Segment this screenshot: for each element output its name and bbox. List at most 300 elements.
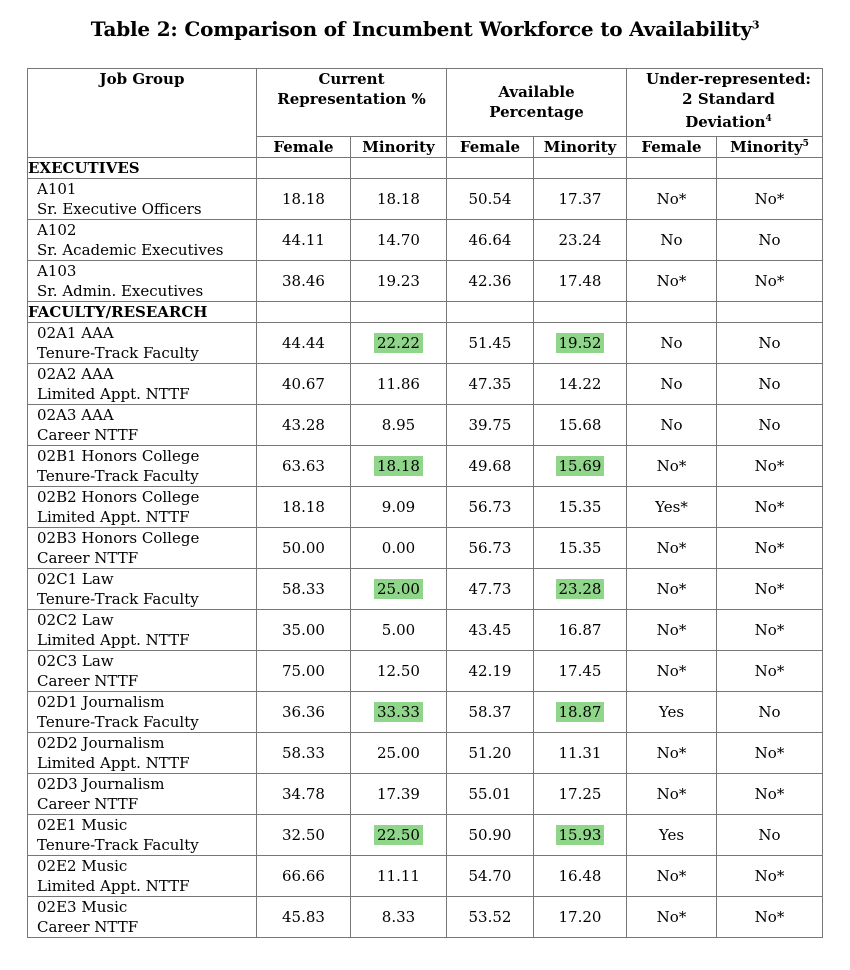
table-row bbox=[28, 569, 823, 610]
cell-value: 15.69 bbox=[556, 456, 605, 476]
cell-cur-m bbox=[351, 261, 447, 302]
job-group-code: 02A3 AAA bbox=[37, 406, 114, 424]
cell-value: 51.20 bbox=[468, 744, 512, 762]
cell-cur-m bbox=[351, 569, 447, 610]
cell-value: 49.68 bbox=[468, 457, 512, 475]
cell-value: 17.45 bbox=[558, 662, 602, 680]
cell-value: 22.22 bbox=[374, 333, 423, 353]
cell-ur-m bbox=[717, 569, 823, 610]
cell-ur-f bbox=[627, 774, 717, 815]
cell-cur-m bbox=[351, 733, 447, 774]
cell-ur-f bbox=[627, 733, 717, 774]
job-group-code: 02C1 Law bbox=[37, 570, 114, 588]
table-row bbox=[28, 610, 823, 651]
available-female-header: Female bbox=[447, 136, 534, 157]
job-group-description: Tenure-Track Faculty bbox=[37, 467, 199, 485]
cell-value: No* bbox=[656, 785, 687, 803]
title-footnote: 3 bbox=[751, 18, 760, 32]
table-body bbox=[28, 158, 823, 938]
job-group-cell bbox=[28, 569, 257, 610]
cell-value: No* bbox=[656, 908, 687, 926]
cell-avail-f bbox=[447, 487, 534, 528]
current-minority-header: Minority bbox=[351, 136, 447, 157]
job-group-header: Job Group bbox=[28, 69, 257, 158]
cell-cur-m bbox=[351, 651, 447, 692]
job-group-code: 02A1 AAA bbox=[37, 324, 114, 342]
cell-ur-f bbox=[627, 651, 717, 692]
cell-value: 11.31 bbox=[558, 744, 602, 762]
cell-ur-m bbox=[717, 179, 823, 220]
cell-cur-m bbox=[351, 528, 447, 569]
cell-ur-f bbox=[627, 323, 717, 364]
under-minority-header: Minority$^5$ bbox=[717, 136, 823, 157]
job-group-cell bbox=[28, 774, 257, 815]
job-group-code: 02D1 Journalism bbox=[37, 693, 165, 711]
table-row bbox=[28, 815, 823, 856]
cell-value: No* bbox=[754, 457, 785, 475]
job-group-code: 02E3 Music bbox=[37, 898, 128, 916]
table-row bbox=[28, 446, 823, 487]
cell-avail-f bbox=[447, 733, 534, 774]
table-row bbox=[28, 405, 823, 446]
under-represented-header: Under-represented: 2 Standard Deviation$^4$ bbox=[627, 69, 823, 137]
cell-cur-f bbox=[257, 446, 351, 487]
cell-ur-m bbox=[717, 364, 823, 405]
cell-value: 19.52 bbox=[556, 333, 605, 353]
job-group-description: Sr. Executive Officers bbox=[37, 200, 202, 218]
job-group-cell bbox=[28, 323, 257, 364]
cell-ur-m bbox=[717, 446, 823, 487]
cell-ur-f bbox=[627, 179, 717, 220]
cell-avail-f bbox=[447, 651, 534, 692]
cell-ur-f bbox=[627, 897, 717, 938]
job-group-description: Tenure-Track Faculty bbox=[37, 713, 199, 731]
cell-ur-m bbox=[717, 610, 823, 651]
cell-value: No* bbox=[656, 662, 687, 680]
section-empty-cell bbox=[717, 302, 823, 323]
cell-value: No* bbox=[656, 744, 687, 762]
cell-value: 15.68 bbox=[558, 416, 602, 434]
job-group-description: Career NTTF bbox=[37, 672, 139, 690]
cell-value: No bbox=[758, 375, 781, 393]
cell-cur-m bbox=[351, 610, 447, 651]
job-group-description: Career NTTF bbox=[37, 549, 139, 567]
cell-value: No* bbox=[754, 908, 785, 926]
section-empty-cell bbox=[447, 158, 534, 179]
cell-avail-m bbox=[534, 569, 627, 610]
cell-avail-f bbox=[447, 261, 534, 302]
cell-value: 8.95 bbox=[381, 416, 416, 434]
cell-value: 36.36 bbox=[282, 703, 325, 721]
cell-value: 25.00 bbox=[374, 579, 423, 599]
cell-value: Yes bbox=[658, 826, 685, 844]
section-empty-cell bbox=[627, 158, 717, 179]
cell-value: 15.35 bbox=[558, 498, 602, 516]
cell-avail-f bbox=[447, 220, 534, 261]
cell-value: 0.00 bbox=[381, 539, 416, 557]
job-group-code: 02C3 Law bbox=[37, 652, 114, 670]
table-row bbox=[28, 733, 823, 774]
cell-avail-m bbox=[534, 897, 627, 938]
job-group-description: Limited Appt. NTTF bbox=[37, 508, 190, 526]
cell-cur-m bbox=[351, 897, 447, 938]
table-row bbox=[28, 692, 823, 733]
cell-ur-f bbox=[627, 405, 717, 446]
cell-value: No bbox=[758, 703, 781, 721]
section-empty-cell bbox=[257, 158, 351, 179]
cell-ur-m bbox=[717, 897, 823, 938]
table-row bbox=[28, 323, 823, 364]
cell-value: 15.93 bbox=[556, 825, 605, 845]
cell-avail-m bbox=[534, 446, 627, 487]
job-group-code: 02B3 Honors College bbox=[37, 529, 200, 547]
cell-cur-m bbox=[351, 692, 447, 733]
cell-value: 44.11 bbox=[282, 231, 325, 249]
cell-value: 18.18 bbox=[282, 498, 325, 516]
cell-value: 53.52 bbox=[468, 908, 512, 926]
cell-avail-f bbox=[447, 610, 534, 651]
job-group-description: Limited Appt. NTTF bbox=[37, 631, 190, 649]
cell-ur-f bbox=[627, 569, 717, 610]
cell-avail-m bbox=[534, 651, 627, 692]
section-empty-cell bbox=[257, 302, 351, 323]
cell-value: No* bbox=[754, 498, 785, 516]
job-group-cell bbox=[28, 733, 257, 774]
cell-value: 15.35 bbox=[558, 539, 602, 557]
job-group-code: 02B1 Honors College bbox=[37, 447, 200, 465]
cell-ur-m bbox=[717, 528, 823, 569]
cell-cur-f bbox=[257, 610, 351, 651]
cell-ur-m bbox=[717, 815, 823, 856]
cell-value: 47.35 bbox=[468, 375, 512, 393]
cell-value: 17.48 bbox=[558, 272, 602, 290]
section-empty-cell bbox=[351, 158, 447, 179]
cell-avail-m bbox=[534, 774, 627, 815]
cell-avail-f bbox=[447, 323, 534, 364]
cell-ur-f bbox=[627, 487, 717, 528]
job-group-cell bbox=[28, 261, 257, 302]
cell-avail-m bbox=[534, 261, 627, 302]
cell-cur-f bbox=[257, 856, 351, 897]
cell-ur-f bbox=[627, 528, 717, 569]
cell-ur-m bbox=[717, 220, 823, 261]
cell-value: 42.36 bbox=[468, 272, 512, 290]
cell-avail-m bbox=[534, 323, 627, 364]
job-group-description: Sr. Academic Executives bbox=[37, 241, 224, 259]
cell-value: No* bbox=[754, 539, 785, 557]
cell-value: Yes* bbox=[655, 498, 688, 516]
cell-cur-m bbox=[351, 774, 447, 815]
cell-value: 34.78 bbox=[282, 785, 325, 803]
table-row bbox=[28, 261, 823, 302]
cell-value: No bbox=[758, 334, 781, 352]
job-group-cell bbox=[28, 446, 257, 487]
cell-cur-f bbox=[257, 692, 351, 733]
cell-value: No bbox=[758, 416, 781, 434]
cell-value: No* bbox=[754, 662, 785, 680]
job-group-description: Limited Appt. NTTF bbox=[37, 754, 190, 772]
job-group-cell bbox=[28, 179, 257, 220]
job-group-description: Tenure-Track Faculty bbox=[37, 836, 199, 854]
cell-value: 18.18 bbox=[374, 456, 423, 476]
cell-cur-m bbox=[351, 405, 447, 446]
cell-ur-f bbox=[627, 692, 717, 733]
cell-value: 39.75 bbox=[468, 416, 512, 434]
cell-value: No* bbox=[754, 867, 785, 885]
cell-value: 56.73 bbox=[468, 498, 512, 516]
table-row bbox=[28, 774, 823, 815]
cell-value: 63.63 bbox=[282, 457, 325, 475]
section-empty-cell bbox=[534, 158, 627, 179]
cell-avail-m bbox=[534, 692, 627, 733]
cell-value: 16.48 bbox=[558, 867, 602, 885]
cell-avail-f bbox=[447, 364, 534, 405]
job-group-cell bbox=[28, 815, 257, 856]
cell-ur-f bbox=[627, 261, 717, 302]
available-percentage-header: Available Percentage bbox=[447, 69, 627, 137]
job-group-code: A102 bbox=[37, 221, 77, 239]
job-group-cell bbox=[28, 610, 257, 651]
cell-value: 11.86 bbox=[377, 375, 420, 393]
job-group-cell bbox=[28, 528, 257, 569]
cell-value: No* bbox=[656, 272, 687, 290]
cell-value: 47.73 bbox=[468, 580, 512, 598]
cell-cur-f bbox=[257, 815, 351, 856]
cell-value: 18.18 bbox=[282, 190, 325, 208]
cell-value: 17.39 bbox=[377, 785, 420, 803]
cell-value: No* bbox=[656, 457, 687, 475]
cell-value: 55.01 bbox=[468, 785, 512, 803]
cell-cur-f bbox=[257, 179, 351, 220]
cell-value: 58.37 bbox=[468, 703, 512, 721]
cell-cur-f bbox=[257, 487, 351, 528]
cell-value: 19.23 bbox=[377, 272, 420, 290]
cell-ur-m bbox=[717, 405, 823, 446]
cell-value: 25.00 bbox=[377, 744, 420, 762]
cell-ur-f bbox=[627, 815, 717, 856]
cell-value: 38.46 bbox=[282, 272, 325, 290]
section-title: FACULTY/RESEARCH bbox=[28, 302, 257, 323]
job-group-code: 02E2 Music bbox=[37, 857, 128, 875]
cell-value: 16.87 bbox=[558, 621, 602, 639]
cell-value: 51.45 bbox=[468, 334, 512, 352]
cell-avail-m bbox=[534, 179, 627, 220]
cell-cur-f bbox=[257, 733, 351, 774]
job-group-description: Tenure-Track Faculty bbox=[37, 590, 199, 608]
section-row bbox=[28, 158, 823, 179]
table-row bbox=[28, 179, 823, 220]
job-group-code: 02C2 Law bbox=[37, 611, 114, 629]
cell-value: 18.18 bbox=[377, 190, 420, 208]
cell-value: 54.70 bbox=[468, 867, 512, 885]
workforce-table bbox=[27, 68, 823, 938]
cell-value: 43.28 bbox=[282, 416, 325, 434]
cell-avail-m bbox=[534, 220, 627, 261]
cell-value: 50.54 bbox=[468, 190, 512, 208]
table-row bbox=[28, 220, 823, 261]
section-title: EXECUTIVES bbox=[28, 158, 257, 179]
cell-value: 58.33 bbox=[282, 744, 325, 762]
cell-avail-f bbox=[447, 569, 534, 610]
cell-value: 17.37 bbox=[558, 190, 602, 208]
job-group-description: Limited Appt. NTTF bbox=[37, 385, 190, 403]
cell-value: 46.64 bbox=[468, 231, 512, 249]
cell-value: 8.33 bbox=[381, 908, 416, 926]
job-group-cell bbox=[28, 487, 257, 528]
job-group-code: 02A2 AAA bbox=[37, 365, 114, 383]
table-row bbox=[28, 856, 823, 897]
cell-value: No bbox=[758, 231, 781, 249]
cell-ur-f bbox=[627, 610, 717, 651]
current-female-header: Female bbox=[257, 136, 351, 157]
under-female-header: Female bbox=[627, 136, 717, 157]
cell-value: 42.19 bbox=[468, 662, 512, 680]
cell-value: 75.00 bbox=[282, 662, 325, 680]
cell-value: No* bbox=[754, 190, 785, 208]
cell-avail-m bbox=[534, 528, 627, 569]
cell-value: 66.66 bbox=[282, 867, 325, 885]
cell-value: No bbox=[660, 416, 683, 434]
cell-value: No bbox=[660, 334, 683, 352]
section-empty-cell bbox=[534, 302, 627, 323]
cell-value: Yes bbox=[658, 703, 685, 721]
cell-avail-m bbox=[534, 856, 627, 897]
job-group-code: A101 bbox=[37, 180, 77, 198]
cell-cur-m bbox=[351, 446, 447, 487]
cell-value: No* bbox=[754, 580, 785, 598]
cell-value: No* bbox=[656, 867, 687, 885]
cell-value: No bbox=[758, 826, 781, 844]
job-group-description: Limited Appt. NTTF bbox=[37, 877, 190, 895]
cell-avail-m bbox=[534, 610, 627, 651]
cell-value: 14.70 bbox=[377, 231, 420, 249]
job-group-description: Sr. Admin. Executives bbox=[37, 282, 204, 300]
section-empty-cell bbox=[627, 302, 717, 323]
cell-avail-m bbox=[534, 405, 627, 446]
cell-cur-f bbox=[257, 323, 351, 364]
cell-cur-f bbox=[257, 774, 351, 815]
cell-value: 50.00 bbox=[282, 539, 325, 557]
cell-ur-m bbox=[717, 733, 823, 774]
cell-cur-f bbox=[257, 569, 351, 610]
cell-value: 50.90 bbox=[468, 826, 512, 844]
job-group-code: A103 bbox=[37, 262, 77, 280]
cell-value: 32.50 bbox=[282, 826, 325, 844]
section-empty-cell bbox=[351, 302, 447, 323]
cell-value: No* bbox=[656, 580, 687, 598]
cell-avail-m bbox=[534, 364, 627, 405]
section-empty-cell bbox=[447, 302, 534, 323]
cell-avail-f bbox=[447, 774, 534, 815]
cell-avail-f bbox=[447, 897, 534, 938]
cell-avail-f bbox=[447, 528, 534, 569]
cell-value: No* bbox=[754, 621, 785, 639]
under-footnote: 4 bbox=[765, 114, 772, 124]
cell-value: 18.87 bbox=[556, 702, 605, 722]
cell-cur-m bbox=[351, 815, 447, 856]
cell-value: 5.00 bbox=[381, 621, 416, 639]
job-group-cell bbox=[28, 405, 257, 446]
job-group-cell bbox=[28, 856, 257, 897]
job-group-code: 02B2 Honors College bbox=[37, 488, 200, 506]
cell-cur-f bbox=[257, 364, 351, 405]
job-group-code: 02E1 Music bbox=[37, 816, 128, 834]
cell-value: 14.22 bbox=[558, 375, 602, 393]
table-row bbox=[28, 487, 823, 528]
cell-value: 23.24 bbox=[558, 231, 602, 249]
cell-value: No bbox=[660, 231, 683, 249]
cell-ur-m bbox=[717, 487, 823, 528]
cell-ur-m bbox=[717, 856, 823, 897]
cell-cur-f bbox=[257, 405, 351, 446]
table-row bbox=[28, 528, 823, 569]
cell-value: No* bbox=[754, 272, 785, 290]
cell-avail-f bbox=[447, 692, 534, 733]
cell-cur-f bbox=[257, 261, 351, 302]
section-row bbox=[28, 302, 823, 323]
table-row bbox=[28, 364, 823, 405]
current-representation-header: Current Representation % bbox=[257, 69, 447, 137]
cell-ur-f bbox=[627, 856, 717, 897]
cell-ur-m bbox=[717, 692, 823, 733]
cell-avail-f bbox=[447, 179, 534, 220]
section-empty-cell bbox=[717, 158, 823, 179]
cell-value: 11.11 bbox=[377, 867, 420, 885]
cell-avail-f bbox=[447, 446, 534, 487]
table-row bbox=[28, 897, 823, 938]
cell-avail-m bbox=[534, 733, 627, 774]
cell-value: 45.83 bbox=[282, 908, 325, 926]
cell-avail-f bbox=[447, 405, 534, 446]
cell-cur-f bbox=[257, 897, 351, 938]
cell-value: No bbox=[660, 375, 683, 393]
cell-value: No* bbox=[754, 785, 785, 803]
minority-footnote: 5 bbox=[802, 138, 809, 149]
cell-ur-m bbox=[717, 323, 823, 364]
job-group-cell bbox=[28, 220, 257, 261]
cell-value: No* bbox=[656, 190, 687, 208]
cell-cur-f bbox=[257, 528, 351, 569]
cell-cur-m bbox=[351, 220, 447, 261]
cell-cur-f bbox=[257, 651, 351, 692]
job-group-cell bbox=[28, 692, 257, 733]
cell-value: 22.50 bbox=[374, 825, 423, 845]
table-row bbox=[28, 651, 823, 692]
table-title: Table 2: Comparison of Incumbent Workforce to Availability$^3$ bbox=[90, 17, 760, 41]
available-minority-header: Minority bbox=[534, 136, 627, 157]
table-header bbox=[28, 69, 823, 158]
cell-cur-m bbox=[351, 487, 447, 528]
cell-ur-m bbox=[717, 651, 823, 692]
cell-value: 23.28 bbox=[556, 579, 605, 599]
job-group-description: Career NTTF bbox=[37, 918, 139, 936]
cell-value: No* bbox=[754, 744, 785, 762]
job-group-code: 02D3 Journalism bbox=[37, 775, 165, 793]
job-group-description: Tenure-Track Faculty bbox=[37, 344, 199, 362]
cell-ur-m bbox=[717, 774, 823, 815]
cell-ur-m bbox=[717, 261, 823, 302]
cell-value: 40.67 bbox=[282, 375, 325, 393]
cell-avail-f bbox=[447, 856, 534, 897]
cell-cur-m bbox=[351, 364, 447, 405]
cell-ur-f bbox=[627, 220, 717, 261]
cell-cur-f bbox=[257, 220, 351, 261]
job-group-description: Career NTTF bbox=[37, 795, 139, 813]
cell-ur-f bbox=[627, 446, 717, 487]
cell-avail-m bbox=[534, 487, 627, 528]
cell-avail-m bbox=[534, 815, 627, 856]
cell-value: 33.33 bbox=[374, 702, 423, 722]
